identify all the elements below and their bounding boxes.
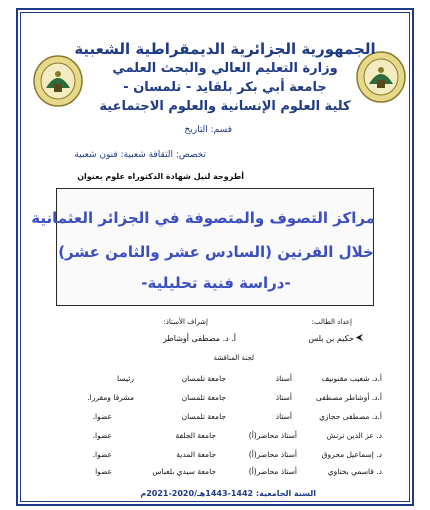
committee-label: لجنة المناقشة [213, 354, 254, 362]
member-rank: أستاذ [275, 412, 292, 421]
member-university: جامعة الجلفة [175, 431, 216, 440]
member-role: عضوا [95, 467, 112, 476]
member-role: عضوا. [92, 431, 112, 440]
member-rank: أستاذ محاضر(أ) [248, 431, 297, 440]
member-name: د. عز الدين ترنش [326, 431, 382, 440]
member-name: أ.د. أوشاطر مصطفى [315, 393, 382, 402]
member-name: د. إسماعيل محروق [321, 450, 382, 459]
student-label: إعداد الطالب: [311, 318, 352, 326]
member-name: أ.د. شعيب مقنونيف [321, 374, 382, 383]
specialization: تخصص: الثقافة شعبية: فنون شعبية [74, 150, 206, 160]
member-university: جامعة سيدي بلعباس [152, 467, 216, 476]
member-university: جامعة تلمسان [181, 412, 226, 421]
university-emblem-icon [355, 50, 407, 104]
member-role: عضوا. [92, 412, 112, 421]
member-university: جامعة تلمسان [181, 393, 226, 402]
member-rank: أستاذ [275, 374, 292, 383]
supervisor-label: إشراف الأستاذ: [163, 318, 208, 326]
member-role: رئيسا [117, 374, 134, 383]
member-role: مشرفا ومقررا. [87, 393, 134, 402]
member-rank: أستاذ محاضر(أ) [248, 467, 297, 476]
thesis-title-line-2: خلال القرنين (السادس عشر والثامن عشر) [58, 243, 374, 261]
header-university: جامعة أبي بكر بلقايد - تلمسان - [123, 80, 327, 95]
member-university: جامعة المدية [176, 450, 216, 459]
member-rank: أستاذ [275, 393, 292, 402]
member-name: د. قاسمي بختاوي [327, 467, 382, 476]
pointer-arrow-icon [355, 333, 364, 342]
thesis-note: أطروحة لنيل شهادة الدكتوراه علوم بعنوان [77, 172, 244, 181]
header-faculty: كلية العلوم الإنسانية والعلوم الاجتماعية [99, 99, 351, 114]
member-name: أ.د. مصطفى حجازي [319, 412, 382, 421]
thesis-title-line-1: مراكز التصوف والمتصوفة في الجزائر العثمانية [31, 209, 375, 227]
supervisor-name: أ. د. مصطفى أوشاطر [162, 334, 236, 343]
member-role: عضوا. [92, 450, 112, 459]
member-rank: أستاذ محاضر(أ) [248, 450, 297, 459]
academic-year: السنة الجامعية: 1442-1443هـ/2020-2021م [140, 489, 316, 498]
header-republic: الجمهورية الجزائرية الديمقراطية الشعبية [74, 40, 376, 58]
department: قسم: التاريخ [184, 125, 232, 135]
member-university: جامعة تلمسان [181, 374, 226, 383]
header-ministry: وزارة التعليم العالي والبحث العلمي [112, 61, 338, 76]
thesis-title-line-3: -دراسة فنية تحليلية- [141, 274, 291, 292]
student-name: حكيم بن يلس [308, 334, 354, 343]
thesis-title-box [31, 188, 375, 306]
